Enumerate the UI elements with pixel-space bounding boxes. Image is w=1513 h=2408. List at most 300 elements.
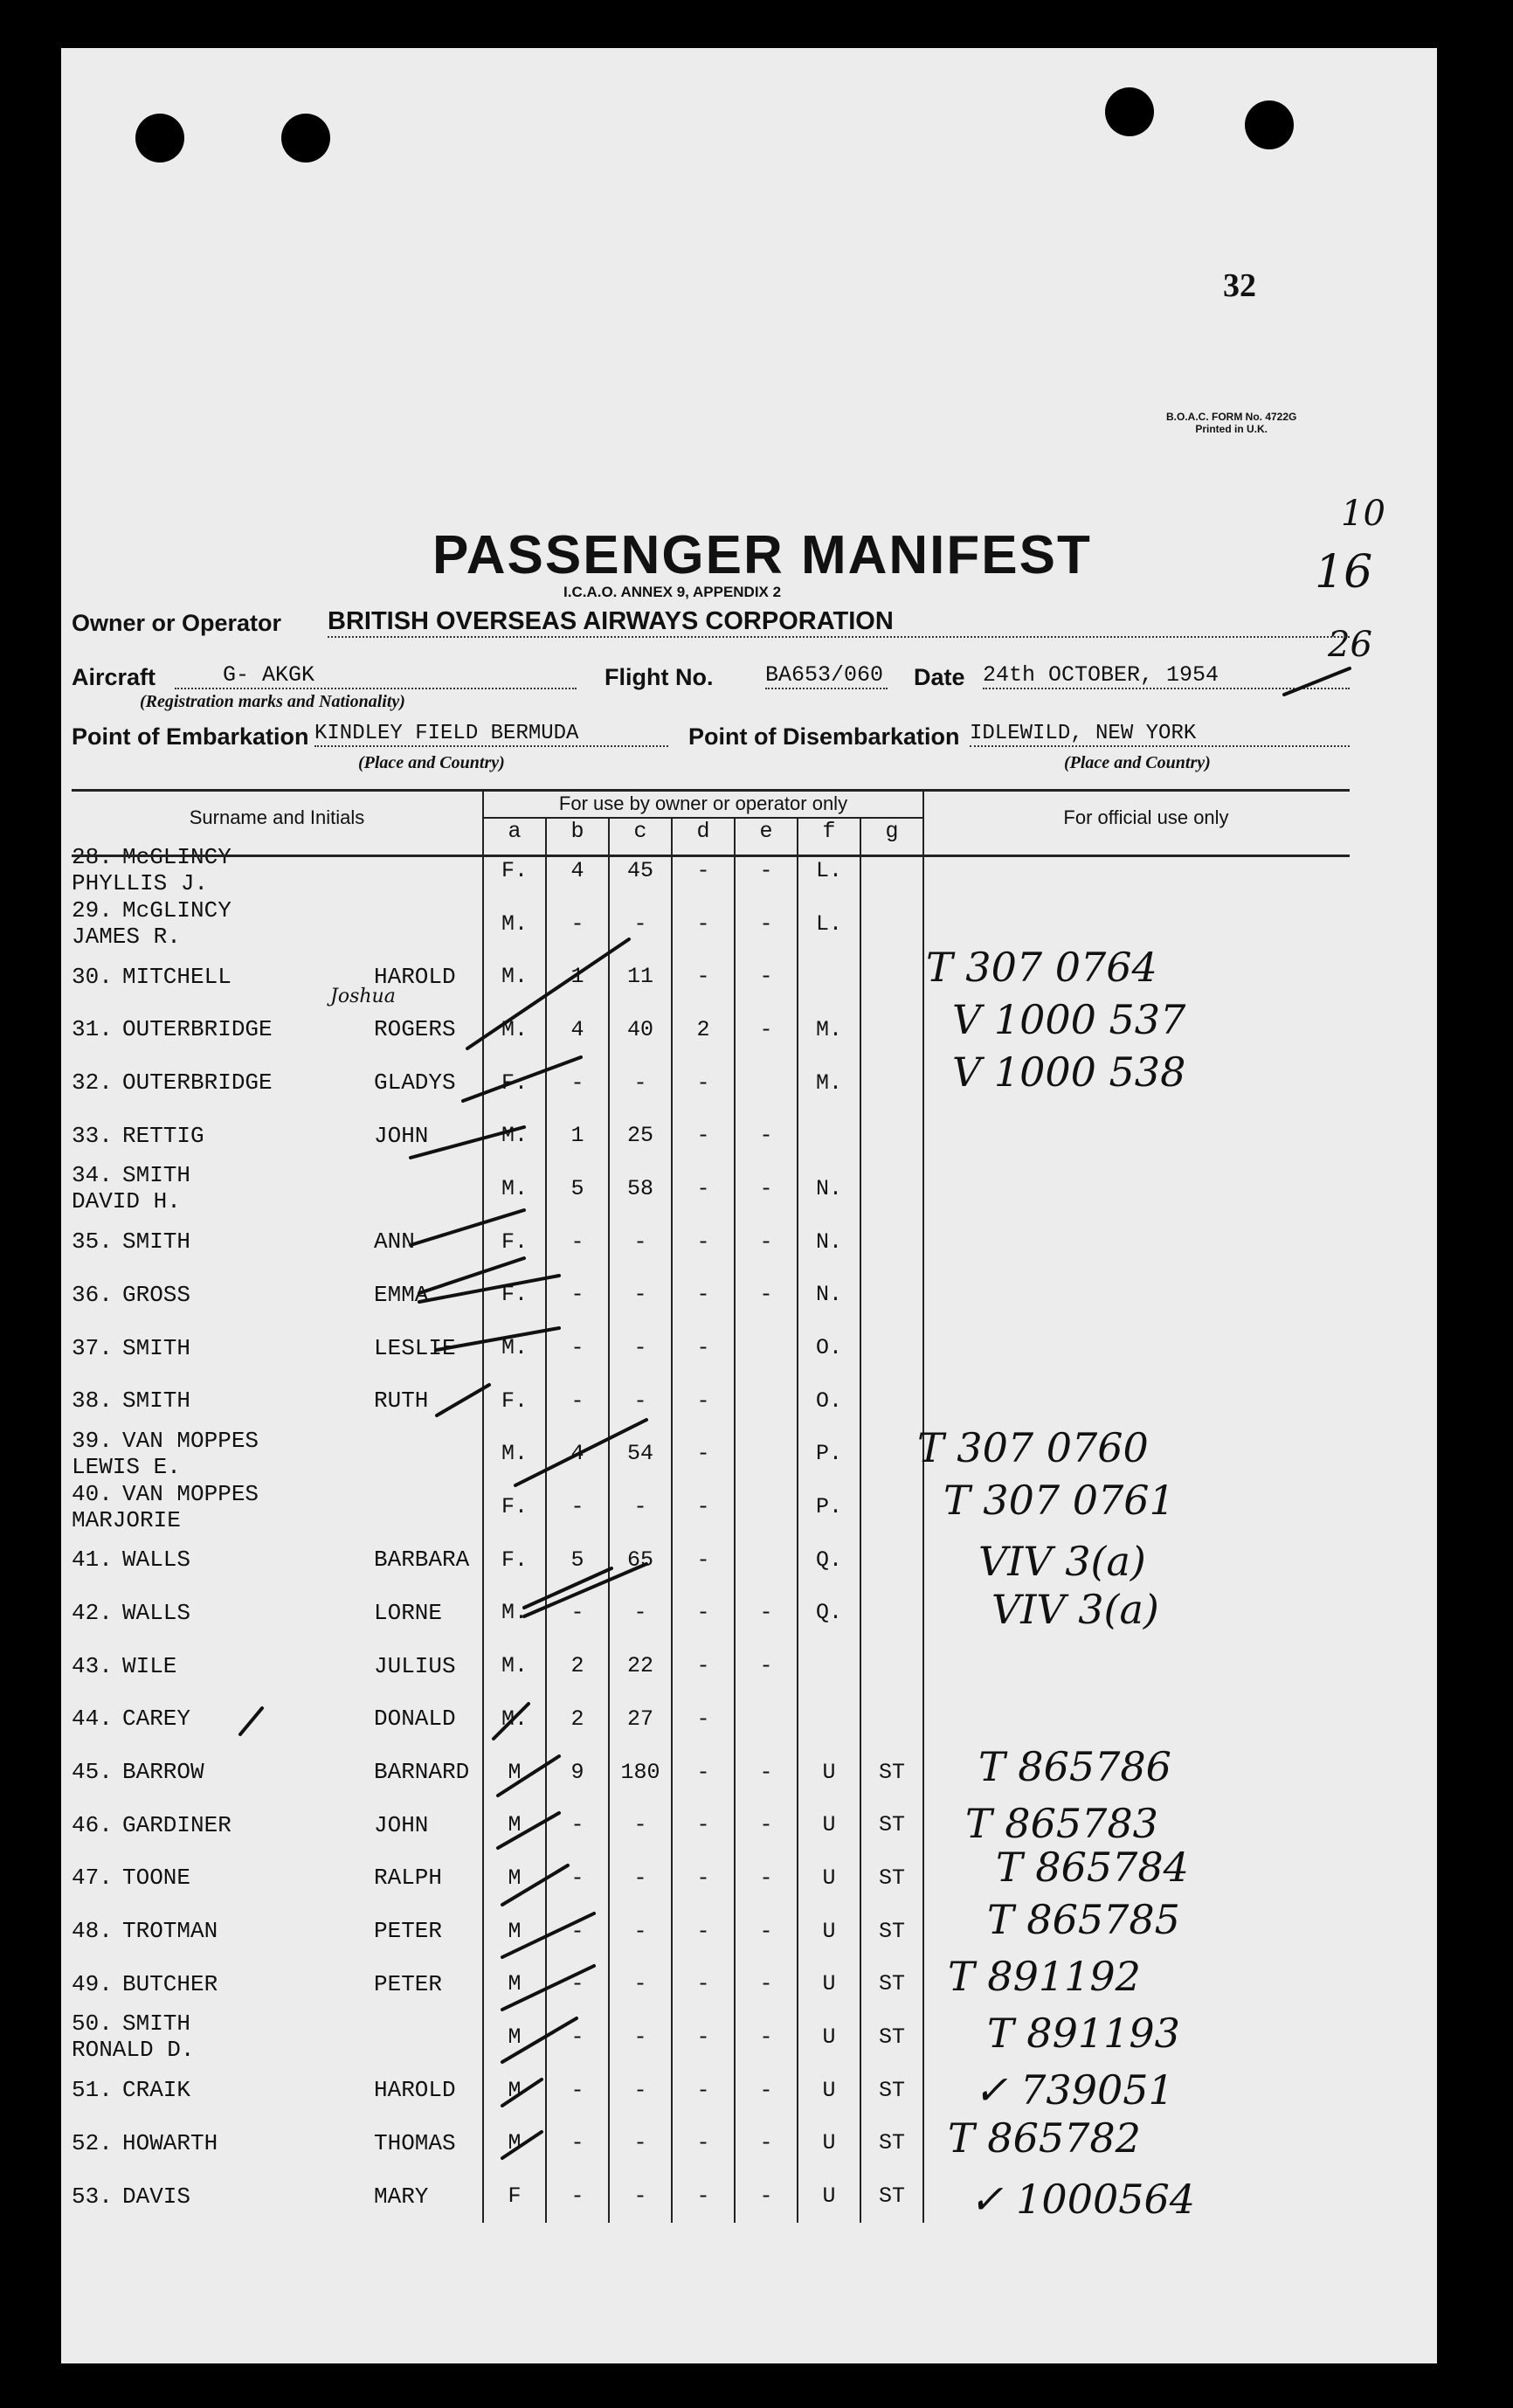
passenger-number: 45. — [72, 1759, 113, 1786]
passenger-number: 28. — [72, 844, 113, 871]
passenger-surname: DAVIS — [122, 2183, 191, 2210]
aircraft-caption: (Registration marks and Nationality) — [140, 692, 405, 711]
cell-d: - — [672, 1269, 735, 1322]
cell-f: U — [798, 2064, 860, 2117]
passenger-surname: CAREY — [122, 1706, 191, 1733]
form-ref-line2: Printed in U.K. — [1195, 423, 1268, 435]
cell-e: - — [735, 2169, 798, 2223]
handwritten-note: T 865784 — [996, 1844, 1189, 1891]
cell-a: M. — [483, 1003, 546, 1056]
cell-d: - — [672, 897, 735, 951]
cell-f: L. — [798, 897, 860, 951]
cell-c: 27 — [609, 1692, 672, 1746]
cell-c: 25 — [609, 1109, 672, 1162]
passenger-surname: WALLS — [122, 1599, 191, 1626]
passenger-initials: ROGERS — [374, 1016, 456, 1043]
passenger-surname: CRAIK — [122, 2077, 191, 2104]
cell-b: 4 — [546, 844, 609, 897]
cell-c: - — [609, 1957, 672, 2010]
cell-a: F. — [483, 1269, 546, 1322]
flight-value: BA653/060 — [765, 662, 888, 689]
cell-b: - — [546, 1374, 609, 1428]
cell-g: ST — [860, 1746, 923, 1799]
cell-b: 5 — [546, 1533, 609, 1587]
pen-stroke — [467, 939, 629, 1048]
passenger-initials: HAROLD — [374, 2077, 456, 2104]
cell-f: N. — [798, 1162, 860, 1215]
passenger-number: 52. — [72, 2129, 113, 2156]
cell-f: P. — [798, 1480, 860, 1533]
pen-stroke — [524, 1564, 646, 1616]
cell-d: - — [672, 1321, 735, 1374]
cell-c: 180 — [609, 1746, 672, 1799]
cell-b: 4 — [546, 1428, 609, 1481]
cell-b: - — [546, 1851, 609, 1905]
cell-f: U — [798, 1957, 860, 2010]
cell-d: - — [672, 1798, 735, 1851]
passenger-initials: JULIUS — [374, 1652, 456, 1679]
cell-f: U — [798, 2169, 860, 2223]
cell-a: F. — [483, 1056, 546, 1110]
passenger-surname: MITCHELL — [122, 963, 231, 990]
handwritten-note: T 891193 — [987, 2010, 1180, 2057]
cell-e: - — [735, 1905, 798, 1958]
cell-b: 1 — [546, 950, 609, 1003]
pen-stroke — [494, 1704, 529, 1739]
passenger-initials: JOHN — [374, 1811, 429, 1838]
cell-e: - — [735, 1798, 798, 1851]
passenger-surname: VAN MOPPES — [122, 1427, 259, 1454]
aircraft-label: Aircraft — [72, 664, 156, 690]
cell-a: M. — [483, 1639, 546, 1692]
cell-f: U — [798, 1746, 860, 1799]
cell-a: M — [483, 2064, 546, 2117]
passenger-initials: MARJORIE — [72, 1506, 181, 1533]
passenger-surname: McGLINCY — [122, 897, 231, 924]
cell-b: - — [546, 1480, 609, 1533]
passenger-number: 39. — [72, 1427, 113, 1454]
page-number: 32 — [1223, 267, 1256, 304]
embarkation-caption: (Place and Country) — [358, 753, 505, 772]
pen-stroke — [240, 1708, 262, 1734]
passenger-number: 40. — [72, 1480, 113, 1507]
passenger-number: 31. — [72, 1016, 113, 1043]
pen-stroke — [411, 1210, 524, 1245]
passenger-initials: LORNE — [374, 1599, 443, 1626]
passenger-number: 49. — [72, 1970, 113, 1997]
operator-label: Owner or Operator — [72, 610, 282, 636]
cell-c: - — [609, 1321, 672, 1374]
pen-stroke — [411, 1127, 524, 1158]
disembarkation-value: IDLEWILD, NEW YORK — [970, 722, 1350, 747]
passenger-initials: EMMA — [374, 1281, 429, 1308]
passenger-number: 43. — [72, 1652, 113, 1679]
passenger-initials: LESLIE — [374, 1334, 456, 1361]
corner-note: 16 — [1315, 546, 1373, 599]
cell-c: - — [609, 1374, 672, 1428]
passenger-initials: RALPH — [374, 1865, 443, 1892]
pen-stroke — [437, 1328, 559, 1350]
cell-g: ST — [860, 1905, 923, 1958]
sub-col-a: a — [483, 818, 546, 844]
handwritten-note: T 307 0764 — [926, 944, 1157, 991]
cell-a: M. — [483, 1587, 546, 1640]
handwritten-note: T 865785 — [987, 1896, 1180, 1943]
passenger-number: 48. — [72, 1918, 113, 1945]
cell-b: - — [546, 2064, 609, 2117]
passenger-initials: PETER — [374, 1918, 443, 1945]
cell-a: F. — [483, 1480, 546, 1533]
cell-c: - — [609, 2169, 672, 2223]
cell-d: - — [672, 1480, 735, 1533]
cell-d: - — [672, 2064, 735, 2117]
cell-f: Q. — [798, 1533, 860, 1587]
passenger-initials: DONALD — [374, 1706, 456, 1733]
cell-c: - — [609, 2064, 672, 2117]
cell-c: - — [609, 1056, 672, 1110]
passenger-number: 47. — [72, 1865, 113, 1892]
cell-f: L. — [798, 844, 860, 897]
cell-a: M. — [483, 897, 546, 951]
cell-e: - — [735, 1215, 798, 1269]
col-official-header: For official use only — [923, 791, 1368, 844]
handwritten-note: V 1000 537 — [952, 996, 1186, 1043]
cell-f: M. — [798, 1003, 860, 1056]
page-subtitle: I.C.A.O. ANNEX 9, APPENDIX 2 — [563, 584, 782, 600]
cell-c: - — [609, 1215, 672, 1269]
cell-c: 58 — [609, 1162, 672, 1215]
cell-d: 2 — [672, 1003, 735, 1056]
cell-c: - — [609, 1851, 672, 1905]
pen-stroke — [419, 1276, 559, 1302]
operator-value: BRITISH OVERSEAS AIRWAYS CORPORATION — [328, 607, 1350, 638]
pen-stroke — [502, 1913, 594, 1957]
cell-c: - — [609, 1905, 672, 1958]
cell-d: - — [672, 1746, 735, 1799]
cell-d: - — [672, 1957, 735, 2010]
passenger-surname: GROSS — [122, 1281, 191, 1308]
passenger-number: 29. — [72, 897, 113, 924]
cell-d: - — [672, 1851, 735, 1905]
cell-f: U — [798, 2117, 860, 2170]
passenger-surname: SMITH — [122, 1334, 191, 1361]
passenger-number: 32. — [72, 1069, 113, 1097]
cell-b: - — [546, 1957, 609, 2010]
passenger-surname: BUTCHER — [122, 1970, 218, 1997]
cell-b: 9 — [546, 1746, 609, 1799]
cell-b: - — [546, 1269, 609, 1322]
pen-stroke — [515, 1420, 646, 1485]
cell-c: 54 — [609, 1428, 672, 1481]
cell-d: - — [672, 2169, 735, 2223]
cell-g: ST — [860, 2169, 923, 2223]
cell-c: 45 — [609, 844, 672, 897]
handwritten-joshua: Joshua — [330, 986, 396, 1007]
cell-d: - — [672, 1639, 735, 1692]
cell-b: - — [546, 897, 609, 951]
cell-c: 11 — [609, 950, 672, 1003]
cell-c: 40 — [609, 1003, 672, 1056]
date-label: Date — [914, 664, 965, 690]
cell-c: - — [609, 897, 672, 951]
cell-a: F — [483, 2169, 546, 2223]
pen-stroke — [498, 1813, 559, 1848]
cell-c: - — [609, 2010, 672, 2064]
pen-stroke — [502, 1865, 568, 1905]
passenger-number: 36. — [72, 1281, 113, 1308]
passenger-initials: LEWIS E. — [72, 1453, 181, 1480]
cell-b: 5 — [546, 1162, 609, 1215]
passenger-initials: BARBARA — [374, 1547, 470, 1574]
cell-c: - — [609, 1480, 672, 1533]
passenger-initials: GLADYS — [374, 1069, 456, 1097]
sub-col-f: f — [798, 818, 860, 844]
passenger-surname: SMITH — [122, 1162, 191, 1189]
cell-a: M. — [483, 1321, 546, 1374]
cell-e: - — [735, 1746, 798, 1799]
cell-b: 2 — [546, 1692, 609, 1746]
cell-a: F. — [483, 1215, 546, 1269]
passenger-initials: JOHN — [374, 1122, 429, 1149]
cell-g: ST — [860, 1957, 923, 2010]
cell-c: - — [609, 1798, 672, 1851]
cell-a: M — [483, 1957, 546, 2010]
cell-a: M. — [483, 950, 546, 1003]
cell-a: F. — [483, 1374, 546, 1428]
cell-f: P. — [798, 1428, 860, 1481]
passenger-initials: HAROLD — [374, 963, 456, 990]
cell-b: 4 — [546, 1003, 609, 1056]
passenger-surname: McGLINCY — [122, 844, 231, 871]
page-title: PASSENGER MANIFEST — [432, 525, 1092, 585]
handwritten-note: T 891192 — [948, 1953, 1141, 2000]
cell-d: - — [672, 1215, 735, 1269]
handwritten-note: T 307 0761 — [943, 1477, 1175, 1524]
cell-f: U — [798, 1905, 860, 1958]
cell-c: 22 — [609, 1639, 672, 1692]
pen-stroke — [1284, 668, 1350, 695]
cell-e: - — [735, 2064, 798, 2117]
passenger-surname: BARROW — [122, 1759, 204, 1786]
passenger-number: 53. — [72, 2183, 113, 2210]
cell-e: - — [735, 2010, 798, 2064]
cell-d: - — [672, 1428, 735, 1481]
cell-g: ST — [860, 1851, 923, 1905]
disembarkation-label: Point of Disembarkation — [688, 723, 960, 750]
passenger-initials: JAMES R. — [72, 924, 181, 951]
passenger-number: 44. — [72, 1706, 113, 1733]
cell-c: - — [609, 1587, 672, 1640]
handwritten-note: T 865783 — [965, 1800, 1158, 1847]
passenger-initials: PETER — [374, 1970, 443, 1997]
handwritten-note: ✓ 739051 — [974, 2066, 1174, 2114]
cell-f: N. — [798, 1215, 860, 1269]
corner-note: 26 — [1328, 625, 1372, 665]
pen-stroke — [502, 2018, 577, 2062]
cell-a: M. — [483, 1692, 546, 1746]
embarkation-value: KINDLEY FIELD BERMUDA — [314, 722, 668, 747]
form-ref-line1: B.O.A.C. FORM No. 4722G — [1166, 411, 1297, 423]
passenger-surname: TOONE — [122, 1865, 191, 1892]
passenger-number: 34. — [72, 1162, 113, 1189]
passenger-initials: THOMAS — [374, 2129, 456, 2156]
passenger-initials: ANN — [374, 1228, 415, 1256]
passenger-number: 50. — [72, 2010, 113, 2038]
pen-stroke — [419, 1258, 524, 1293]
pen-stroke — [498, 1756, 559, 1796]
handwritten-note: ✓ 1000564 — [970, 2176, 1196, 2223]
cell-e: - — [735, 1003, 798, 1056]
passenger-initials: PHYLLIS J. — [72, 870, 209, 897]
passenger-number: 37. — [72, 1334, 113, 1361]
handwritten-note: V 1000 538 — [952, 1048, 1186, 1096]
cell-e: - — [735, 1162, 798, 1215]
handwritten-note: T 865786 — [978, 1743, 1171, 1790]
passenger-surname: OUTERBRIDGE — [122, 1016, 273, 1043]
cell-g: ST — [860, 2117, 923, 2170]
passenger-surname: SMITH — [122, 1228, 191, 1256]
cell-f: U — [798, 1798, 860, 1851]
col-owner-header: For use by owner or operator only — [483, 791, 923, 818]
col-name-header: Surname and Initials — [189, 806, 365, 828]
cell-b: - — [546, 1321, 609, 1374]
passenger-surname: WALLS — [122, 1547, 191, 1574]
passenger-surname: OUTERBRIDGE — [122, 1069, 273, 1097]
cell-b: - — [546, 1905, 609, 1958]
cell-g: ST — [860, 2064, 923, 2117]
passenger-number: 42. — [72, 1599, 113, 1626]
cell-e: - — [735, 1587, 798, 1640]
passenger-surname: SMITH — [122, 2010, 191, 2038]
passenger-initials: RUTH — [374, 1387, 429, 1415]
flight-label: Flight No. — [605, 664, 714, 690]
sub-col-d: d — [672, 818, 735, 844]
passenger-number: 38. — [72, 1387, 113, 1415]
passenger-number: 46. — [72, 1811, 113, 1838]
pen-stroke — [437, 1385, 489, 1415]
cell-d: - — [672, 1162, 735, 1215]
cell-f: N. — [798, 1269, 860, 1322]
cell-d: - — [672, 1533, 735, 1587]
pen-stroke — [502, 1966, 594, 2010]
cell-d: - — [672, 1587, 735, 1640]
cell-e: - — [735, 950, 798, 1003]
disembarkation-caption: (Place and Country) — [1064, 753, 1211, 772]
handwritten-note: T 865782 — [948, 2114, 1141, 2162]
cell-f: Q. — [798, 1587, 860, 1640]
cell-a: M — [483, 1798, 546, 1851]
cell-b: 1 — [546, 1109, 609, 1162]
passenger-initials: BARNARD — [374, 1759, 470, 1786]
passenger-surname: WILE — [122, 1652, 177, 1679]
cell-e: - — [735, 1957, 798, 2010]
passenger-surname: GARDINER — [122, 1811, 231, 1838]
date-value: 24th OCTOBER, 1954 — [983, 662, 1350, 689]
cell-e: - — [735, 2117, 798, 2170]
cell-c: - — [609, 1269, 672, 1322]
cell-b: - — [546, 2010, 609, 2064]
cell-b: - — [546, 2117, 609, 2170]
cell-a: M — [483, 2010, 546, 2064]
cell-b: - — [546, 1215, 609, 1269]
cell-d: - — [672, 2010, 735, 2064]
passenger-number: 51. — [72, 2077, 113, 2104]
cell-e: - — [735, 1851, 798, 1905]
passenger-initials: MARY — [374, 2183, 429, 2210]
cell-a: M — [483, 1905, 546, 1958]
sub-col-e: e — [735, 818, 798, 844]
passenger-number: 35. — [72, 1228, 113, 1256]
cell-d: - — [672, 844, 735, 897]
cell-d: - — [672, 1109, 735, 1162]
cell-f: U — [798, 2010, 860, 2064]
cell-f: O. — [798, 1374, 860, 1428]
cell-c: - — [609, 2117, 672, 2170]
cell-f: U — [798, 1851, 860, 1905]
cell-d: - — [672, 1056, 735, 1110]
passenger-number: 30. — [72, 963, 113, 990]
passenger-surname: VAN MOPPES — [122, 1480, 259, 1507]
cell-d: - — [672, 2117, 735, 2170]
passenger-number: 33. — [72, 1122, 113, 1149]
cell-a: M — [483, 1851, 546, 1905]
cell-a: M. — [483, 1428, 546, 1481]
cell-e: - — [735, 1109, 798, 1162]
cell-d: - — [672, 1692, 735, 1746]
cell-g: ST — [860, 2010, 923, 2064]
cell-e: - — [735, 897, 798, 951]
cell-e: - — [735, 1639, 798, 1692]
passenger-surname: TROTMAN — [122, 1918, 218, 1945]
pen-stroke — [502, 2079, 542, 2106]
passenger-surname: HOWARTH — [122, 2129, 218, 2156]
handwritten-note: VIV 3(a) — [991, 1586, 1159, 1633]
handwritten-note: VIV 3(a) — [978, 1538, 1146, 1585]
corner-note: 10 — [1341, 494, 1385, 534]
cell-d: - — [672, 1374, 735, 1428]
cell-a: M — [483, 1746, 546, 1799]
cell-a: F. — [483, 1533, 546, 1587]
passenger-initials: RONALD D. — [72, 2037, 195, 2064]
passenger-surname: SMITH — [122, 1387, 191, 1415]
cell-a: F. — [483, 844, 546, 897]
pen-stroke — [463, 1057, 581, 1101]
passenger-surname: RETTIG — [122, 1122, 204, 1149]
cell-f: O. — [798, 1321, 860, 1374]
sub-col-b: b — [546, 818, 609, 844]
handwritten-note: T 307 0760 — [917, 1424, 1149, 1471]
cell-d: - — [672, 1905, 735, 1958]
cell-e: - — [735, 1269, 798, 1322]
aircraft-value: G- AKGK — [175, 662, 577, 689]
embarkation-label: Point of Embarkation — [72, 723, 309, 750]
sub-col-g: g — [860, 818, 923, 844]
cell-a: M. — [483, 1162, 546, 1215]
passenger-initials: DAVID H. — [72, 1188, 181, 1215]
cell-c: 65 — [609, 1533, 672, 1587]
cell-b: - — [546, 1798, 609, 1851]
cell-b: - — [546, 2169, 609, 2223]
cell-f: M. — [798, 1056, 860, 1110]
passenger-number: 41. — [72, 1547, 113, 1574]
cell-e: - — [735, 844, 798, 897]
cell-b: - — [546, 1056, 609, 1110]
cell-a: M. — [483, 1109, 546, 1162]
sub-col-c: c — [609, 818, 672, 844]
cell-b: - — [546, 1587, 609, 1640]
cell-d: - — [672, 950, 735, 1003]
pen-stroke — [524, 1568, 611, 1608]
